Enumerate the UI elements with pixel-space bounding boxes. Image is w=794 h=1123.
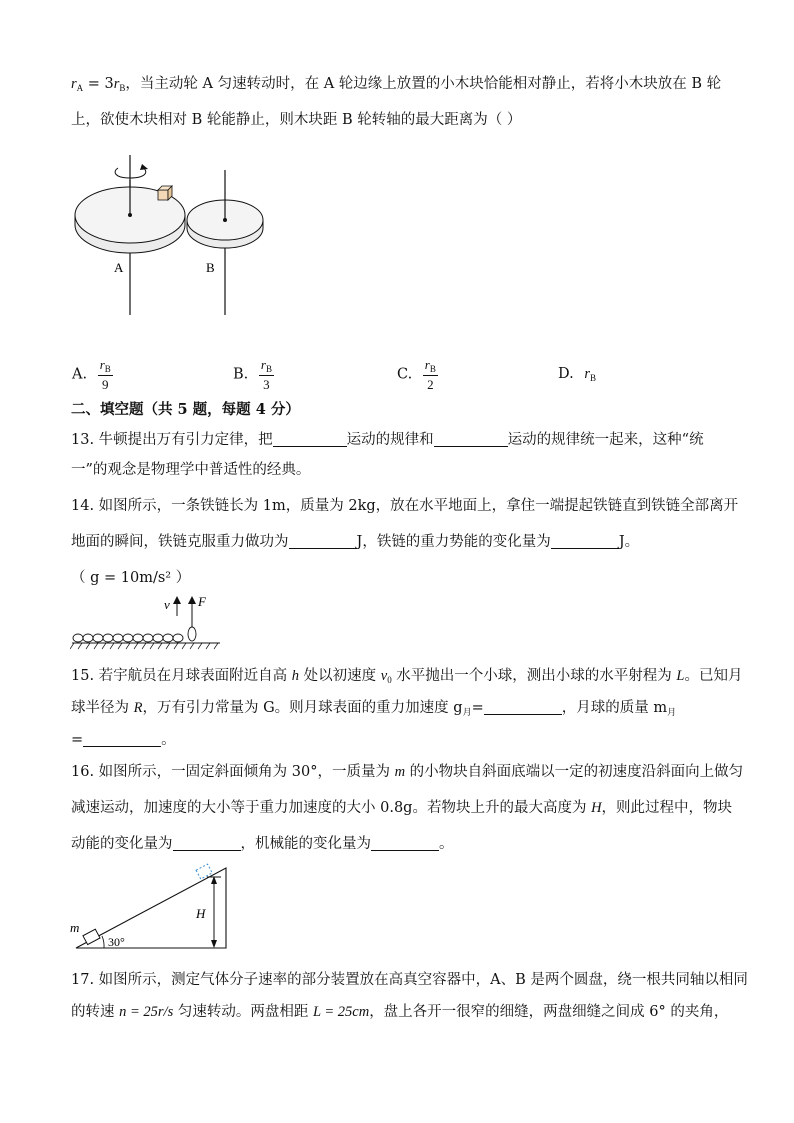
q17-line-1: 17. 如图所示，测定气体分子速率的部分装置放在高真空容器中，A、B 是两个圆盘，绕一根共同轴以相同 [71,972,748,988]
option-b[interactable]: B. $\frac{r_B}{3}$ [233,357,272,392]
q14-gravity-note: （ g = 10m/s² ） [71,570,191,586]
label-m: m [70,920,80,935]
option-c[interactable]: C. $\frac{r_B}{2}$ [397,357,436,392]
q14-line-1: 14. 如图所示，一条铁链长为 1m，质量为 2kg，放在水平地面上，拿住一端提起铁链直到铁链全部离开 [71,498,739,514]
pulley-figure [70,150,270,320]
option-a-fraction: $\frac{r_B}{9}$ [99,357,111,392]
label-angle: 30° [108,935,125,949]
q12-line-2: 上，欲使木块相对 B 轮能静止，则木块距 B 轮转轴的最大距离为（ ） [71,112,522,128]
q16-line-2: 减速运动，加速度的大小等于重力加速度的大小 0.8g。若物块上升的最大高度为 H，则此过程中，物块 [71,800,733,816]
option-c-fraction: $\frac{r_B}{2}$ [424,357,436,392]
q15-blank-1[interactable] [484,700,562,715]
label-f: F [198,594,206,609]
q15-line-3: = 。 [71,732,176,748]
section-title: 二、填空题（共 5 题，每题 4 分） [71,401,300,418]
q13-blank-2[interactable] [434,432,508,447]
q15-blank-2[interactable] [83,732,161,747]
label-v: v [164,597,170,612]
q12-line-1: $r_A = 3r_B$，当主动轮 A 匀速转动时，在 A 轮边缘上放置的小木块恰能相对静止，若将小木块放在 B 轮 [71,76,722,93]
label-h: H [196,906,206,921]
q16-blank-2[interactable] [371,836,439,851]
q13-line-2: 一”的观念是物理学中普适性的经典。 [71,462,311,478]
q17-line-2: 的转速 n = 25r/s 匀速转动。两盘相距 L = 25cm，盘上各开一很窄的细缝，两盘细缝之间成 6° 的夹角， [71,1004,729,1020]
label-a: A [114,260,124,275]
incline-figure [66,860,236,952]
option-d[interactable]: D. $r_B$ [558,366,596,383]
q14-line-2: 地面的瞬间，铁链克服重力做功为 J，铁链的重力势能的变化量为 J。 [71,534,640,550]
q13-blank-1[interactable] [273,432,347,447]
q13-line-1: 13. 牛顿提出万有引力定律，把 运动的规律和 运动的规律统一起来，这种“统 [71,432,704,448]
chain-figure [70,592,230,656]
chain-links [73,627,196,642]
q15-line-1: 15. 若宇航员在月球表面附近自高 h 处以初速度 $v_0$ 水平抛出一个小球，测出小球的水平射程为 L。已知月 [71,668,743,685]
q14-blank-2[interactable] [551,534,619,549]
q16-line-3: 动能的变化量为 ，机械能的变化量为 。 [71,836,454,852]
label-b: B [206,260,215,275]
q15-line-2: 球半径为 R，万有引力常量为 G。则月球表面的重力加速度 $g_月=$ ，月球的质量 $m_月$ [71,700,677,717]
option-b-fraction: $\frac{r_B}{3}$ [260,357,272,392]
wood-block [158,186,172,200]
option-a[interactable]: A. $\frac{r_B}{9}$ [72,357,111,392]
block-bottom [83,929,100,944]
q16-line-1: 16. 如图所示，一固定斜面倾角为 30°，一质量为 m 的小物块自斜面底端以一定的初速度沿斜面向上做匀 [71,764,744,780]
q16-blank-1[interactable] [173,836,241,851]
q14-blank-1[interactable] [289,534,357,549]
